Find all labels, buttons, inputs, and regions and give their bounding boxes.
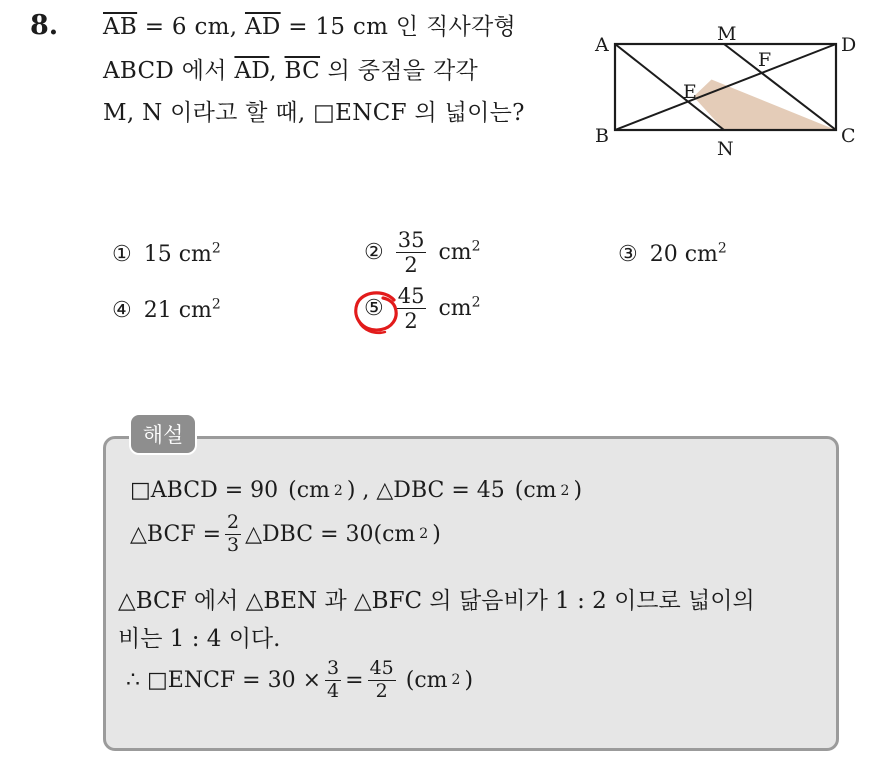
denominator: 2: [404, 309, 418, 334]
question-line-1: [103, 8, 516, 41]
exponent: 2: [211, 296, 221, 313]
choice-mark: ④: [112, 298, 132, 323]
segment-ad: $\overline{AD}$: [234, 58, 270, 84]
exponent: 2: [471, 294, 481, 311]
numerator: 45: [397, 284, 425, 308]
solution-text: ): [464, 667, 474, 693]
numerator: 2: [227, 511, 240, 533]
question-line-2: [103, 52, 478, 85]
choice-mark: ⑤: [364, 296, 384, 322]
choice-mark: ③: [618, 242, 638, 267]
rectangle-figure: [590, 18, 870, 168]
unit-text: cm: [684, 242, 718, 267]
choice-4[interactable]: [112, 298, 221, 323]
label-e: E: [683, 81, 697, 103]
question-text: 의 중점을 각각: [320, 58, 478, 84]
solution-line-4: 비는 1 : 4 이다.: [118, 626, 281, 652]
denominator: 4: [327, 679, 340, 702]
fraction: [396, 228, 427, 277]
denominator: 2: [375, 679, 388, 702]
choice-mark: ②: [364, 240, 384, 266]
segment-bc: $\overline{BC}$: [284, 58, 321, 84]
label-n: N: [717, 138, 734, 160]
value-text: 15: [143, 242, 172, 267]
label-a: A: [595, 34, 609, 56]
numerator: 3: [327, 657, 340, 679]
solution-text: (cm: [514, 478, 557, 503]
question-text: ABCD 에서: [103, 58, 235, 84]
choice-1[interactable]: [112, 242, 221, 267]
segment-ad: $\overline{AD}$: [244, 14, 281, 40]
value-text: 20: [649, 242, 678, 267]
solution-tab: 해설: [129, 413, 197, 455]
solution-text: ) , △DBC = 45: [346, 478, 505, 503]
label-f: F: [758, 49, 772, 71]
solution-text: ∴ □ENCF = 30 ×: [126, 667, 322, 693]
solution-text: △BCF =: [130, 521, 222, 547]
solution-text: △DBC = 30(cm: [245, 521, 416, 547]
fraction: [225, 512, 241, 557]
solution-line-1: □ABCD = 90 (cm 2 ) , △DBC = 45 (cm 2 ): [130, 478, 583, 503]
question-text: = 6 cm,: [137, 14, 245, 40]
unit-text: cm: [438, 240, 472, 266]
question-text: M, N 이라고 할 때, □ENCF 의 넓이는?: [103, 100, 525, 126]
numerator: 35: [397, 228, 425, 252]
question-number: 8.: [30, 10, 59, 41]
solution-text: ): [573, 478, 583, 503]
choice-3[interactable]: [618, 242, 727, 267]
label-c: C: [841, 125, 856, 147]
question-text: ,: [269, 58, 285, 84]
unit-text: cm: [178, 298, 212, 323]
label-d: D: [841, 34, 857, 56]
fraction: [325, 658, 341, 703]
numerator: 45: [369, 657, 394, 679]
choice-value: [144, 242, 221, 267]
unit-text: cm: [438, 296, 472, 322]
solution-text: =: [345, 667, 364, 693]
denominator: 3: [227, 533, 240, 556]
label-b: B: [595, 125, 609, 147]
solution-text: ): [432, 521, 441, 547]
choice-2[interactable]: [364, 228, 481, 277]
choice-mark: ①: [112, 242, 132, 267]
exponent: 2: [471, 238, 481, 255]
label-m: M: [717, 23, 737, 45]
denominator: 2: [404, 253, 418, 278]
solution-text: □ABCD = 90: [130, 478, 279, 503]
exponent: 2: [211, 240, 221, 257]
solution-text: (cm: [405, 667, 448, 693]
solution-line-3: △BCF 에서 △BEN 과 △BFC 의 닮음비가 1 : 2 이므로 넓이의: [118, 588, 755, 614]
solution-line-5: ∴ □ENCF = 30 × $\frac{3}{4}$ = $\frac{45}{2}$ (cm 2 ): [126, 657, 474, 702]
question-text: = 15 cm 인 직사각형: [280, 14, 517, 40]
exponent: 2: [717, 240, 727, 257]
solution-text: (cm: [288, 478, 330, 503]
unit-text: cm: [178, 242, 212, 267]
value-text: 21: [143, 298, 172, 323]
segment-ab: $\overline{AB}$: [103, 14, 138, 40]
question-line-3: [103, 94, 525, 127]
answer-circle-mark: [350, 288, 406, 340]
solution-line-2: △BCF = $\frac{2}{3}$ △DBC = 30(cm 2 ): [130, 511, 441, 556]
fraction: [368, 658, 396, 703]
